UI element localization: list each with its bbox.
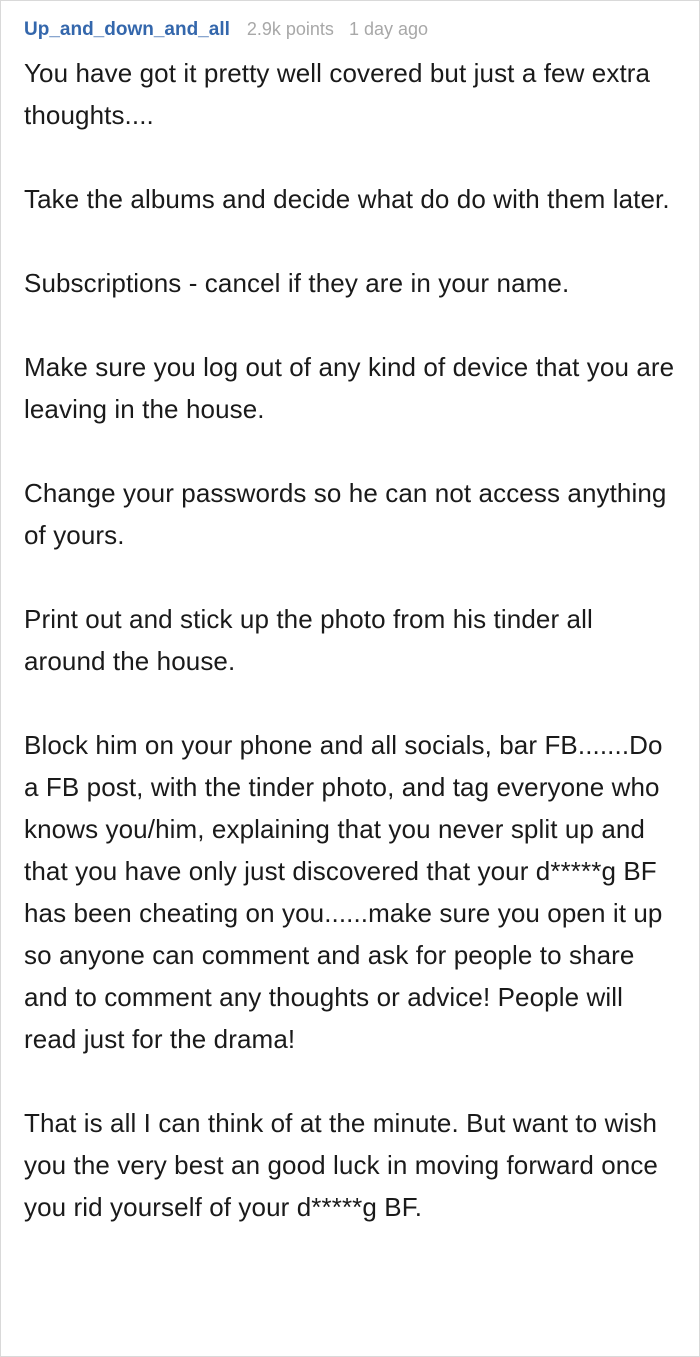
comment-paragraph: Print out and stick up the photo from his tinder all around the house. xyxy=(24,604,593,676)
comment-paragraph: That is all I can think of at the minute. But want to wish you the very best an good luck in moving forward once you rid yourself of your d*****g BF. xyxy=(24,1108,658,1222)
comment-author-link[interactable]: Up_and_down_and_all xyxy=(24,19,230,40)
comment-paragraph: Make sure you log out of any kind of device that you are leaving in the house. xyxy=(24,352,675,424)
comment-paragraph: You have got it pretty well covered but just a few extra thoughts.... xyxy=(24,58,651,130)
comment-paragraph: Change your passwords so he can not access anything of yours. xyxy=(24,478,667,550)
comment-paragraph: Subscriptions - cancel if they are in your name. xyxy=(24,268,570,298)
comment-paragraph: Block him on your phone and all socials, bar FB.......Do a FB post, with the tinder photo, and tag everyone who knows you/him, explaining that you never split up and that you have only just discovered that your d*****g BF has been cheating on you......make sure you open it up so anyone can comment and ask for people to share and to comment any thoughts or advice! People will read just for the drama! xyxy=(24,730,663,1054)
comment-timestamp: 1 day ago xyxy=(348,19,429,39)
comment-body xyxy=(24,52,677,1228)
comment-points: 2.9k points xyxy=(246,19,334,39)
comment-paragraph: Take the albums and decide what do do with them later. xyxy=(24,184,670,214)
comment-header xyxy=(24,17,677,42)
